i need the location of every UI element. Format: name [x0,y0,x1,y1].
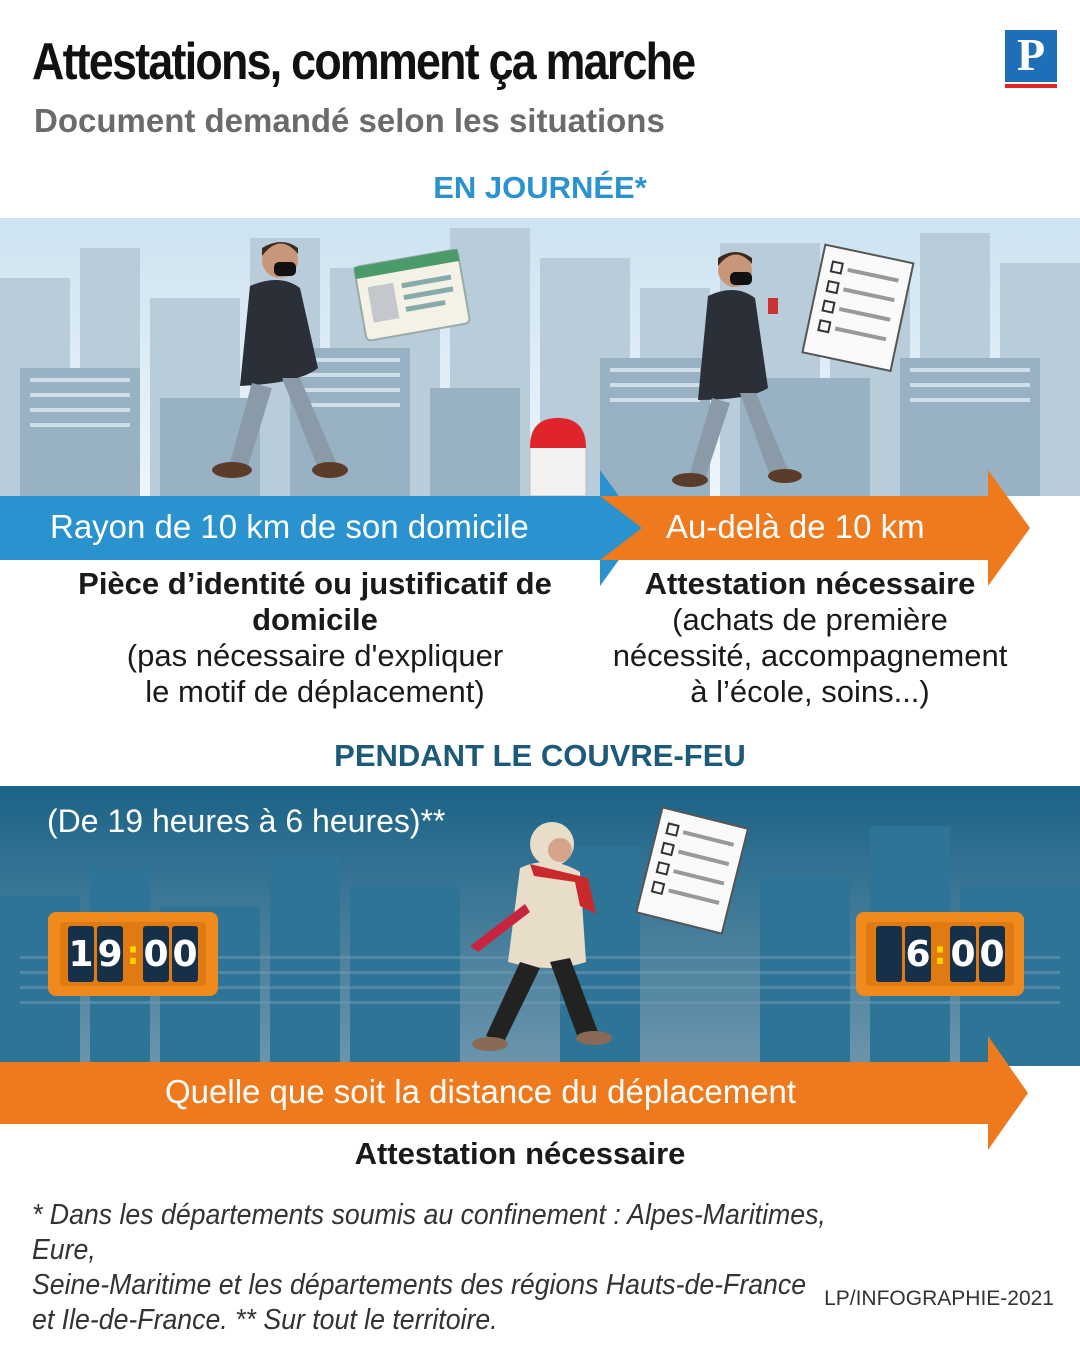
clock-start-h2: 9 [97,934,123,975]
clock-19-00-icon [48,912,218,996]
beyond-10km-note-line3: à l’école, soins...) [690,674,930,709]
image-credit: LP/INFOGRAPHIE-2021 [824,1287,1054,1310]
clock-end-m1: 0 [950,934,976,975]
footnote [32,1198,860,1338]
within-10km-label: Rayon de 10 km de son domicile [50,508,529,545]
footnote-line1: * Dans les départements soumis au confinement : Alpes-Maritimes, Eure, [32,1199,826,1266]
within-10km-requirement: Pièce d’identité ou justificatif de domicile [78,566,552,637]
day-heading: EN JOURNÉE* [433,170,647,205]
beyond-10km-label: Au-delà de 10 km [666,508,925,545]
page-subtitle: Document demandé selon les situations [34,102,665,139]
beyond-10km-caption [580,566,1040,710]
clock-start-colon: : [126,934,140,972]
day-illustration [0,218,1080,496]
night-caption [0,1136,1040,1172]
page-title: Attestations, comment ça marche [32,33,695,91]
clock-start-m2: 0 [172,934,198,975]
curfew-hours: (De 19 heures à 6 heures)** [47,803,446,839]
within-10km-note-line2: le motif de déplacement) [145,674,485,709]
clock-6-00-icon [856,912,1024,996]
beyond-10km-requirement: Attestation nécessaire [644,566,976,601]
within-10km-note-line1: (pas nécessaire d'expliquer [126,638,504,673]
parisien-logo: P [1005,30,1057,82]
beyond-10km-note-line1: (achats de première [672,602,948,637]
clock-start-h1: 1 [68,934,94,975]
night-requirement: Attestation nécessaire [354,1136,686,1171]
footnote-line3: et Ile-de-France. ** Sur tout le territoire. [32,1304,498,1336]
clock-start-m1: 0 [143,934,169,975]
beyond-10km-note-line2: nécessité, accompagnement [612,638,1008,673]
clock-end-h: 6 [905,934,931,975]
clock-end-m2: 0 [979,934,1005,975]
clock-end-colon: : [933,934,947,972]
within-10km-caption [60,566,570,710]
footnote-line2: Seine-Maritime et les départements des régions Hauts-de-France [32,1269,807,1301]
any-distance-label: Quelle que soit la distance du déplacement [165,1073,797,1110]
night-heading: PENDANT LE COUVRE-FEU [334,738,746,773]
logo-underline [1005,84,1057,88]
